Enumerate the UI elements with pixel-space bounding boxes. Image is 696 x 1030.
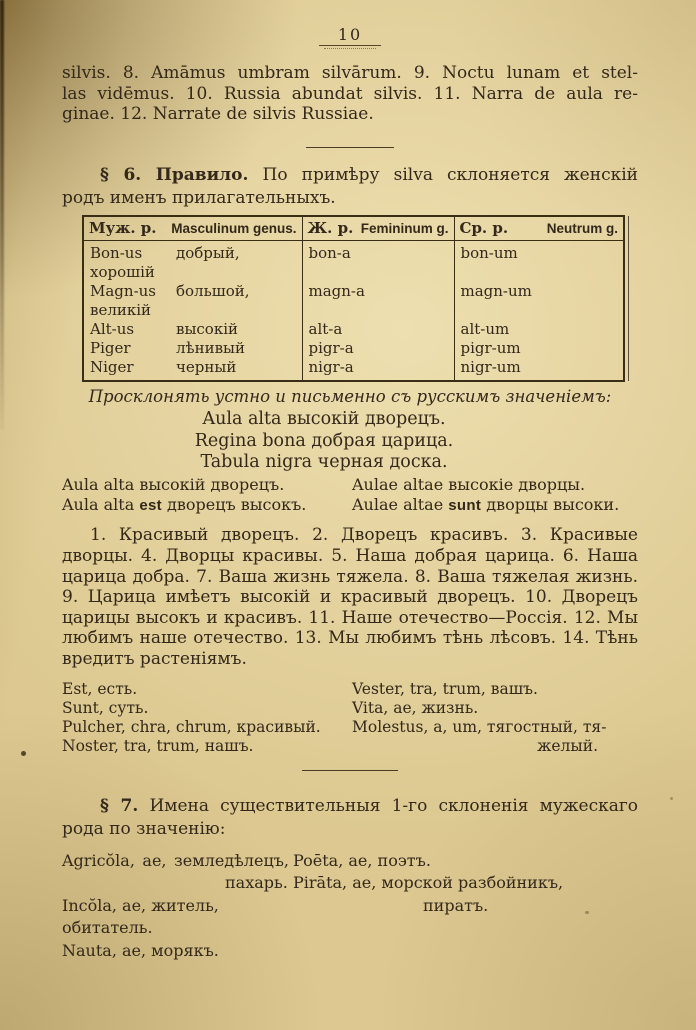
text-line: царицы высокъ и красивъ. 11. Наше отечество—Россія. 12. Мы [62, 607, 638, 628]
section-6-label: § 6. Правило. [100, 164, 249, 185]
vocab-entry: Incŏla, ae, житель, обитатель. [62, 895, 219, 938]
page-content [62, 0, 638, 962]
vocabulary-list [62, 680, 638, 756]
latin-verb: est [139, 497, 162, 515]
table-header-row [83, 216, 624, 241]
vocab-entry: Sunt, суть. [62, 698, 149, 717]
paper-speck [21, 751, 26, 756]
example-line: Tabula nigra черная доска. [200, 452, 448, 473]
vocab-entry: Agricŏla, ae, земледѣлецъ, [62, 850, 289, 870]
pair-right: Aulae altae высокіе дворцы. [352, 474, 586, 494]
table-row [83, 339, 624, 358]
vocab-entry: Est, есть. [62, 679, 138, 698]
example-sentences [62, 409, 638, 473]
vocab-entry: Vita, ae, жизнь. [352, 698, 479, 717]
heading-line [62, 164, 638, 187]
text-line: 1. Красивый дворецъ. 2. Дворецъ красивъ. 3. Красивые [90, 525, 638, 546]
table-row [83, 240, 624, 282]
cell-neuter: pigr-um [460, 339, 521, 358]
vocab-entry: Molestus, a, um, тягостный, тя- [352, 717, 607, 736]
header-cell-feminine: Ж. р. Femininum g. [302, 216, 454, 241]
vocab-entry: Vester, tra, trum, вашъ. [352, 679, 538, 698]
table-row [83, 282, 624, 320]
vocab-entry: Pirāta, ae, морской разбойникъ, [293, 873, 564, 893]
vocab-entry: Pulcher, chra, chrum, красивый. [62, 717, 321, 736]
header-cell-neuter: Ср. р. Neutrum g. [454, 216, 624, 241]
pair-left: Aula alta est дворецъ высокъ. [62, 495, 307, 515]
vocab-entry: Noster, tra, trum, нашъ. [62, 736, 254, 755]
cell-neuter: nigr-um [460, 358, 521, 377]
page-edge-shadow [0, 0, 4, 430]
cell-masculine: Niger черный [83, 358, 302, 381]
text-line: любимъ наше отечество. 13. Мы любимъ тѣнь лѣсовъ. 14. Тѣнь [62, 628, 638, 649]
cell-feminine: magn-a [302, 282, 454, 320]
text-line: царица добра. 7. Ваша жизнь тяжела. 8. Ваша тяжелая жизнь. [62, 566, 638, 587]
latin-verb: sunt [448, 497, 482, 515]
declension-table [82, 215, 625, 383]
heading-line [62, 795, 638, 818]
singular-plural-examples [62, 475, 638, 517]
cell-feminine: nigr-a [302, 358, 454, 381]
cell-masculine: Piger лѣнивый [83, 339, 302, 358]
paper-speck [670, 797, 673, 800]
numbered-exercise-paragraph [62, 525, 638, 669]
vocab-entry: Nauta, ae, морякъ. [62, 940, 219, 960]
cell-masculine: Bon-us добрый, хорошій [83, 240, 302, 282]
pair-left: Aula alta высокій дворецъ. [62, 474, 285, 494]
instruction-line: Просклонять устно и письменно съ русскимъ значеніемъ: [88, 387, 612, 407]
heading-text: По примѣру silva склоняется женскій [262, 164, 638, 185]
heading-text: Имена существительныя 1-го склоненія мужескаго [149, 795, 638, 816]
text-line: ginae. 12. Narrate de silvis Russiae. [62, 104, 374, 125]
example-line: Regina bona добрая царица. [194, 430, 454, 451]
cell-masculine: Magn-us большой, великій [83, 282, 302, 320]
exercise-continuation-paragraph [62, 63, 638, 125]
heading-line: рода по значенію: [62, 818, 226, 839]
cell-feminine: pigr-a [302, 339, 454, 358]
text-line: 9. Царица имѣетъ высокій и красивый дворецъ. 10. Дворецъ [62, 587, 638, 608]
cell-masculine: Alt-us высокій [83, 320, 302, 339]
vocab-entry-continuation: пиратъ. [423, 895, 489, 915]
cell-neuter: bon-um [460, 243, 518, 262]
cell-feminine: alt-a [302, 320, 454, 339]
pair-right: Aulae altae sunt дворцы высоки. [352, 495, 620, 515]
text-line: silvis. 8. Amāmus umbram silvārum. 9. Noctu lunam et stel- [62, 63, 638, 83]
page-number-rule-dotted [324, 48, 376, 49]
header-cell-masculine: Муж. р. Masculinum genus. [83, 216, 302, 241]
vocab-entry: Poēta, ae, поэтъ. [293, 850, 431, 870]
example-line: Aula alta высокій дворецъ. [202, 409, 446, 430]
text-line: las vidēmus. 10. Russia abundat silvis. 11. Narra de aula re- [62, 83, 638, 104]
cell-neuter: alt-um [460, 320, 510, 339]
page-number-rule [319, 45, 381, 46]
table-row [83, 320, 624, 339]
section-divider [306, 147, 394, 148]
heading-line: родъ именъ прилагательныхъ. [62, 187, 336, 208]
vocab-entry-continuation: желый. [537, 736, 598, 755]
vocab-entry-continuation: пахарь. [225, 873, 288, 893]
declension-table-wrap [82, 215, 623, 383]
cell-feminine: bon-a [302, 240, 454, 282]
section-7-label: § 7. [100, 795, 139, 816]
page-number: 10 [337, 25, 363, 44]
vocab-entry-empty [293, 940, 638, 963]
page-header [62, 0, 638, 49]
vocabulary-list [62, 850, 638, 963]
text-line: дворцы. 4. Дворцы красивы. 5. Наша добрая царица. 6. Наша [62, 546, 638, 567]
section-7-heading [62, 795, 638, 841]
section-divider [302, 770, 398, 771]
text-line: вредитъ растеніямъ. [62, 649, 247, 670]
section-6-heading [62, 164, 638, 210]
cell-neuter: magn-um [460, 281, 532, 300]
table-row [83, 358, 624, 381]
